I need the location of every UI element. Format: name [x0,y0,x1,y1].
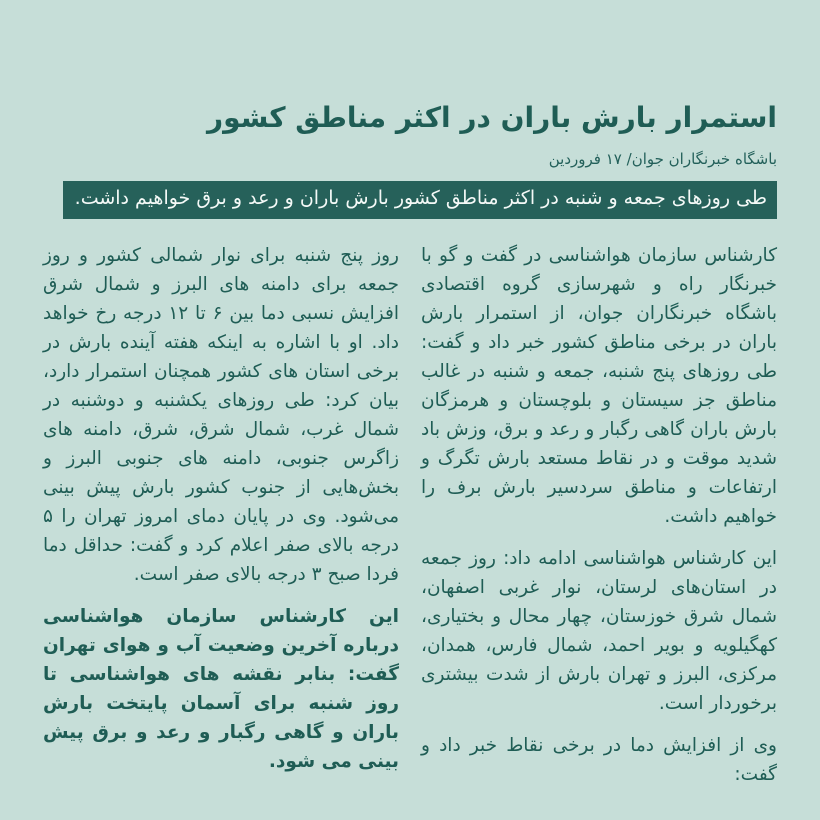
paragraph-bold: این کارشناس سازمان هواشناسی درباره آخرین وضعیت آب و هوای تهران گفت: بنابر نقشه های هواشناسی تا روز شنبه برای آسمان پایتخت بارش باران و گاهی رگبار و رعد و برق پیش بینی می شود. [43,605,399,772]
article-title: استمرار بارش باران در اکثر مناطق کشور [207,101,777,134]
paragraph: این کارشناس هواشناسی ادامه داد: روز جمعه در استان‌های لرستان، نوار غربی اصفهان، شمال شرق خوزستان، چهار محال و بختیاری، کهگیلویه و بویر احمد، شمال فارس، همدان، مرکزی، البرز و تهران بارش از شدت بیشتری برخوردار است. [421,547,777,714]
body-column-right [421,241,777,802]
paragraph: وی از افزایش دما در برخی نقاط خبر داد و گفت: [421,734,777,785]
article-byline: باشگاه خبرنگاران جوان/ ۱۷ فروردین [548,150,777,169]
highlight-banner: طی روزهای جمعه و شنبه در اکثر مناطق کشور بارش باران و رعد و برق خواهیم داشت. [63,181,777,219]
paragraph: کارشناس سازمان هواشناسی در گفت و گو با خبرنگار راه و شهرسازی گروه اقتصادی باشگاه خبرنگاران جوان، از استمرار بارش باران در برخی مناطق کشور خبر داد و گفت: طی روزهای پنج شنبه، جمعه و شنبه در غالب مناطق جز سیستان و بلوچستان و هرمزگان بارش باران گاهی رگبار و رعد و برق، وزش باد شدید موقت و در نقاط مستعد بارش تگرگ و ارتفاعات و مناطق سردسیر بارش برف را خواهیم داشت. [421,244,777,527]
body-column-left [43,241,399,802]
paragraph: روز پنج شنبه برای نوار شمالی کشور و روز جمعه برای دامنه های البرز و شمال شرق افزایش نسبی دما بین ۶ تا ۱۲ درجه رخ خواهد داد. او با اشاره به اینکه هفته آینده بارش در برخی استان های کشور همچنان استمرار دارد، بیان کرد: طی روزهای یکشنبه و دوشنبه در شمال غرب، شمال شرق، شرق، دامنه های زاگرس جنوبی، دامنه های جنوبی البرز و بخش‌هایی از جنوب کشور بارش پیش بینی می‌شود. وی در پایان دمای امروز تهران را ۵ درجه بالای صفر اعلام کرد و گفت: حداقل دما فردا صبح ۳ درجه بالای صفر است. [43,244,399,585]
article-body [43,241,777,802]
